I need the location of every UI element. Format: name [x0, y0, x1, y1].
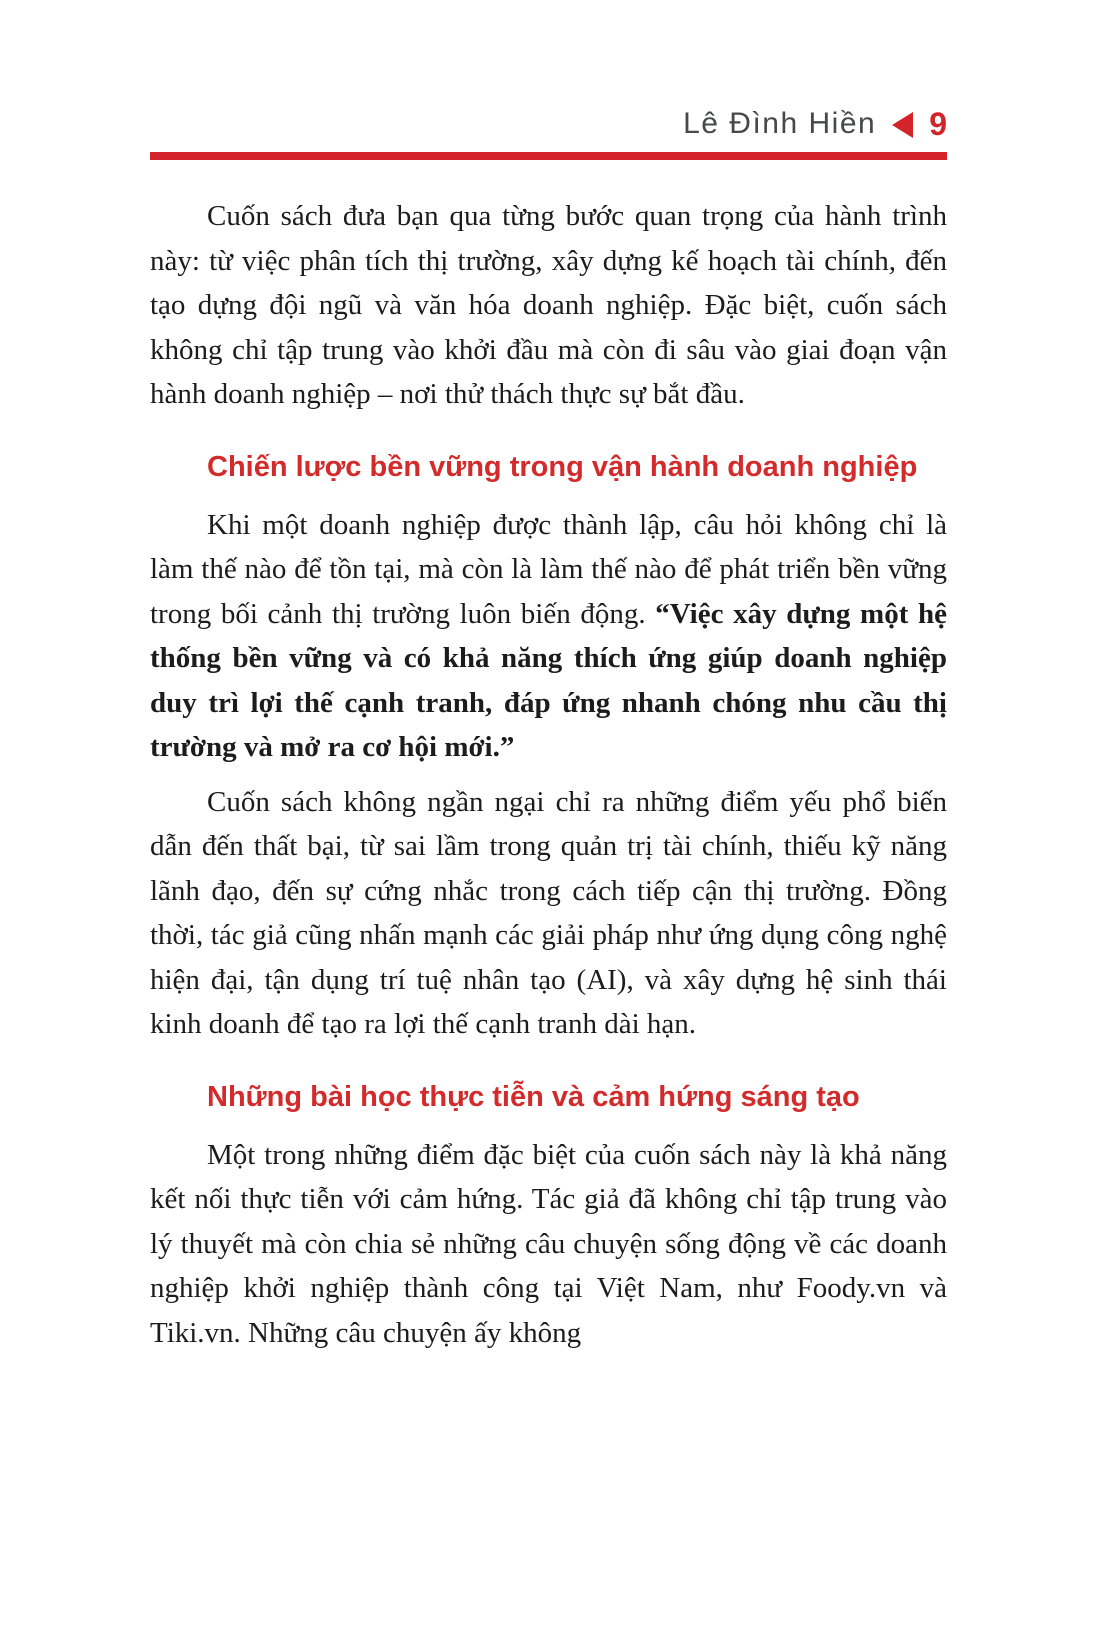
- paragraph-strategy: [150, 503, 947, 770]
- left-triangle-icon: [892, 112, 913, 138]
- section-heading-practical-lessons: Những bài học thực tiễn và cảm hứng sáng tạo: [207, 1080, 860, 1113]
- running-head-author: Lê Đình Hiền: [683, 107, 877, 140]
- paragraph-lessons: Một trong những điểm đặc biệt của cuốn sách này là khả năng kết nối thực tiễn với cảm hứng. Tác giả đã không chỉ tập trung vào lý thuyết mà còn chia sẻ những câu chuyện sống động về các doanh nghiệp khởi nghiệp thành công tại Việt Nam, như Foody.vn và Tiki.vn. Những câu chuyện ấy không: [150, 1138, 947, 1349]
- paragraph-weaknesses: Cuốn sách không ngần ngại chỉ ra những điểm yếu phổ biến dẫn đến thất bại, từ sai lầm trong quản trị tài chính, thiếu kỹ năng lãnh đạo, đến sự cứng nhắc trong cách tiếp cận thị trường. Đồng thời, tác giả cũng nhấn mạnh các giải pháp như ứng dụng công nghệ hiện đại, tận dụng trí tuệ nhân tạo (AI), và xây dựng hệ sinh thái kinh doanh để tạo ra lợi thế cạnh tranh dài hạn.: [150, 785, 947, 1040]
- running-header: [150, 103, 947, 160]
- paragraph-intro: Cuốn sách đưa bạn qua từng bước quan trọng của hành trình này: từ việc phân tích thị trường, xây dựng kế hoạch tài chính, đến tạo dựng đội ngũ và văn hóa doanh nghiệp. Đặc biệt, cuốn sách không chỉ tập trung vào khởi đầu mà còn đi sâu vào giai đoạn vận hành doanh nghiệp – nơi thử thách thực sự bắt đầu.: [150, 200, 947, 410]
- paragraph-strategy-quote: “Việc xây dựng một hệ thống bền vững và có khả năng thích ứng giúp doanh nghiệp duy trì lợi thế cạnh tranh, đáp ứng nhanh chóng nhu cầu thị trường và mở ra cơ hội mới.”: [150, 597, 947, 763]
- running-header-row: [150, 103, 947, 145]
- page-body: [150, 194, 947, 1355]
- page-content: [150, 103, 947, 1365]
- section-heading-sustainable-strategy: Chiến lược bền vững trong vận hành doanh nghiệp: [207, 450, 918, 483]
- paragraph-strategy-text: Khi một doanh nghiệp được thành lập, câu hỏi không chỉ là làm thế nào để tồn tại, mà còn là làm thế nào để phát triển bền vững trong bối cảnh thị trường luôn biến động.: [150, 508, 947, 630]
- page-number: 9: [929, 105, 947, 142]
- header-rule: [150, 152, 947, 160]
